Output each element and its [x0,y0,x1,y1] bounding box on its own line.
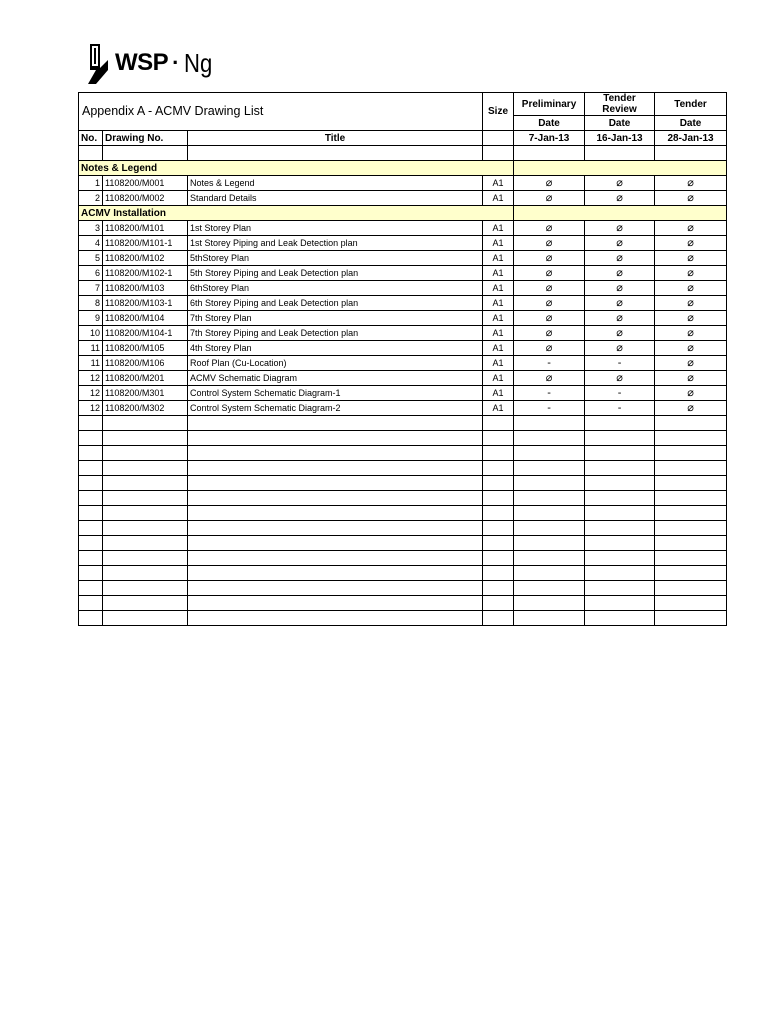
empty-cell [188,566,483,581]
empty-cell [514,476,585,491]
drawing-title: Standard Details [188,191,483,206]
date-label-tender-review: Date [585,116,655,131]
wsp-logo-icon [86,40,112,86]
empty-row [79,491,727,506]
table-row [79,221,727,236]
section-name: Notes & Legend [79,161,514,176]
status-preliminary: ⌀ [514,296,585,311]
status-preliminary: ⌀ [514,221,585,236]
status-tender: ⌀ [655,266,727,281]
row-number: 8 [79,296,103,311]
empty-cell [188,446,483,461]
empty-cell [188,476,483,491]
stage-preliminary-header: Preliminary [514,93,585,116]
status-preliminary: ⌀ [514,176,585,191]
empty-cell [655,521,727,536]
drawing-title: 5thStorey Plan [188,251,483,266]
row-number: 5 [79,251,103,266]
status-preliminary: ⌀ [514,341,585,356]
company-logo [86,38,217,88]
row-number: 3 [79,221,103,236]
empty-cell [188,536,483,551]
status-tender: ⌀ [655,341,727,356]
section-row [79,161,727,176]
empty-cell [514,551,585,566]
empty-cell [655,446,727,461]
empty-cell [188,581,483,596]
col-drawing-header: Drawing No. [103,131,188,146]
stage-tender-header: Tender [655,93,727,116]
empty-cell [79,506,103,521]
empty-cell [483,461,514,476]
drawing-size: A1 [483,296,514,311]
row-number: 12 [79,401,103,416]
status-tender-review: ⌀ [585,176,655,191]
drawing-size: A1 [483,326,514,341]
drawing-title: Notes & Legend [188,176,483,191]
empty-row [79,431,727,446]
status-tender: ⌀ [655,236,727,251]
empty-cell [103,446,188,461]
size-header: Size [483,93,514,131]
status-tender-review: ⌀ [585,191,655,206]
drawing-title: 6thStorey Plan [188,281,483,296]
empty-cell [655,551,727,566]
section-name: ACMV Installation [79,206,514,221]
empty-cell [103,431,188,446]
empty-cell [514,521,585,536]
drawing-title: 1st Storey Piping and Leak Detection plan [188,236,483,251]
status-tender: ⌀ [655,386,727,401]
empty-row [79,596,727,611]
empty-cell [188,461,483,476]
drawing-size: A1 [483,386,514,401]
empty-cell [514,491,585,506]
sheet-title: Appendix A - ACMV Drawing List [79,93,483,131]
empty-cell [103,551,188,566]
status-preliminary: ⌀ [514,236,585,251]
empty-cell [79,431,103,446]
empty-cell [483,581,514,596]
status-tender: ⌀ [655,176,727,191]
logo-wordmark: WSP [115,49,169,76]
empty-cell [103,611,188,626]
drawing-title: 1st Storey Plan [188,221,483,236]
empty-cell [655,416,727,431]
empty-cell [585,491,655,506]
drawing-size: A1 [483,221,514,236]
table-row [79,266,727,281]
drawing-number: 1108200/M105 [103,341,188,356]
status-tender-review: ⌀ [585,281,655,296]
empty-cell [79,446,103,461]
empty-cell [79,596,103,611]
col-no-header: No. [79,131,103,146]
empty-cell [585,461,655,476]
empty-cell [79,521,103,536]
empty-cell [483,521,514,536]
status-tender: ⌀ [655,251,727,266]
empty-cell [483,416,514,431]
header-row-columns [79,131,727,146]
status-preliminary: - [514,401,585,416]
empty-cell [514,596,585,611]
empty-cell [483,611,514,626]
empty-cell [103,461,188,476]
row-number: 9 [79,311,103,326]
drawing-number: 1108200/M102 [103,251,188,266]
empty-row [79,416,727,431]
empty-cell [188,551,483,566]
table-row [79,401,727,416]
table-row [79,176,727,191]
date-label-preliminary: Date [514,116,585,131]
empty-cell [103,506,188,521]
status-tender-review: - [585,401,655,416]
empty-cell [188,431,483,446]
status-preliminary: - [514,386,585,401]
empty-cell [514,431,585,446]
empty-cell [514,446,585,461]
empty-row [79,551,727,566]
drawing-number: 1108200/M104 [103,311,188,326]
empty-cell [514,416,585,431]
table-row [79,341,727,356]
stage-tender-review-header: Tender Review [585,93,655,116]
empty-cell [103,416,188,431]
empty-cell [188,491,483,506]
empty-row [79,521,727,536]
empty-cell [655,581,727,596]
empty-cell [585,431,655,446]
status-tender: ⌀ [655,326,727,341]
empty-cell [103,536,188,551]
empty-cell [514,506,585,521]
empty-cell [79,611,103,626]
empty-cell [483,431,514,446]
empty-cell [585,416,655,431]
table-row [79,326,727,341]
status-tender-review: ⌀ [585,341,655,356]
table-row [79,236,727,251]
row-number: 12 [79,386,103,401]
status-tender: ⌀ [655,401,727,416]
section-row [79,206,727,221]
empty-row [79,566,727,581]
empty-cell [103,596,188,611]
date-label-tender: Date [655,116,727,131]
empty-cell [103,581,188,596]
empty-cell [655,461,727,476]
drawing-size: A1 [483,191,514,206]
empty-cell [79,416,103,431]
empty-cell [103,491,188,506]
empty-cell [585,506,655,521]
empty-cell [483,536,514,551]
empty-cell [79,581,103,596]
drawing-size: A1 [483,251,514,266]
drawing-number: 1108200/M103-1 [103,296,188,311]
drawing-size: A1 [483,266,514,281]
drawing-number: 1108200/M106 [103,356,188,371]
empty-cell [655,491,727,506]
drawing-title: 7th Storey Plan [188,311,483,326]
empty-row [79,461,727,476]
empty-cell [585,476,655,491]
table-row [79,281,727,296]
status-tender: ⌀ [655,371,727,386]
date-tender-review: 16-Jan-13 [585,131,655,146]
empty-cell [514,461,585,476]
drawing-size: A1 [483,311,514,326]
drawing-number: 1108200/M101 [103,221,188,236]
status-preliminary: ⌀ [514,326,585,341]
drawing-number: 1108200/M001 [103,176,188,191]
drawing-size: A1 [483,281,514,296]
drawing-size: A1 [483,401,514,416]
drawing-size: A1 [483,356,514,371]
drawing-size: A1 [483,176,514,191]
row-number: 6 [79,266,103,281]
empty-row [79,446,727,461]
blank-row [79,146,727,161]
empty-cell [585,551,655,566]
status-tender-review: ⌀ [585,326,655,341]
drawing-title: Roof Plan (Cu-Location) [188,356,483,371]
status-tender-review: ⌀ [585,221,655,236]
drawing-title: 7th Storey Piping and Leak Detection plan [188,326,483,341]
empty-cell [585,581,655,596]
section-fill [514,161,727,176]
status-tender-review: - [585,356,655,371]
row-number: 2 [79,191,103,206]
empty-cell [585,566,655,581]
status-tender: ⌀ [655,356,727,371]
row-number: 10 [79,326,103,341]
empty-cell [655,476,727,491]
status-tender-review: ⌀ [585,251,655,266]
row-number: 4 [79,236,103,251]
row-number: 1 [79,176,103,191]
drawing-title: 4th Storey Plan [188,341,483,356]
col-title-header: Title [188,131,483,146]
empty-cell [655,536,727,551]
empty-cell [79,536,103,551]
empty-cell [514,611,585,626]
col-size-header-blank [483,131,514,146]
empty-cell [103,566,188,581]
drawing-size: A1 [483,371,514,386]
row-number: 11 [79,341,103,356]
drawing-title: ACMV Schematic Diagram [188,371,483,386]
empty-cell [483,476,514,491]
empty-cell [79,461,103,476]
drawing-number: 1108200/M101-1 [103,236,188,251]
empty-cell [103,521,188,536]
row-number: 7 [79,281,103,296]
date-tender: 28-Jan-13 [655,131,727,146]
empty-cell [585,446,655,461]
empty-cell [188,416,483,431]
empty-cell [188,596,483,611]
empty-cell [79,476,103,491]
empty-cell [585,611,655,626]
status-preliminary: ⌀ [514,191,585,206]
empty-cell [483,551,514,566]
empty-cell [655,611,727,626]
status-preliminary: ⌀ [514,281,585,296]
drawing-number: 1108200/M302 [103,401,188,416]
drawing-size: A1 [483,236,514,251]
table-row [79,251,727,266]
status-tender: ⌀ [655,311,727,326]
empty-cell [585,521,655,536]
drawing-title: 6th Storey Piping and Leak Detection plan [188,296,483,311]
date-preliminary: 7-Jan-13 [514,131,585,146]
drawing-list-table [78,92,727,626]
empty-cell [483,596,514,611]
empty-cell [514,566,585,581]
status-tender-review: ⌀ [585,266,655,281]
empty-row [79,476,727,491]
status-preliminary: ⌀ [514,371,585,386]
drawing-size: A1 [483,341,514,356]
status-tender: ⌀ [655,221,727,236]
drawing-number: 1108200/M102-1 [103,266,188,281]
empty-cell [655,431,727,446]
empty-row [79,611,727,626]
empty-row [79,536,727,551]
empty-cell [188,611,483,626]
status-tender-review: ⌀ [585,296,655,311]
empty-cell [585,536,655,551]
empty-cell [188,521,483,536]
empty-cell [483,506,514,521]
empty-cell [585,596,655,611]
drawing-number: 1108200/M301 [103,386,188,401]
status-tender-review: ⌀ [585,311,655,326]
empty-cell [655,506,727,521]
header-row-stages [79,93,727,116]
empty-cell [79,551,103,566]
status-preliminary: ⌀ [514,266,585,281]
empty-row [79,581,727,596]
drawing-number: 1108200/M002 [103,191,188,206]
drawing-title: Control System Schematic Diagram-1 [188,386,483,401]
status-preliminary: ⌀ [514,251,585,266]
status-tender-review: ⌀ [585,371,655,386]
status-tender: ⌀ [655,296,727,311]
empty-cell [188,506,483,521]
empty-cell [514,581,585,596]
empty-cell [483,446,514,461]
empty-cell [514,536,585,551]
drawing-title: 5th Storey Piping and Leak Detection plan [188,266,483,281]
logo-suffix: Ng [183,47,212,78]
empty-cell [655,596,727,611]
status-tender-review: ⌀ [585,236,655,251]
empty-cell [483,491,514,506]
table-row [79,296,727,311]
drawing-title: Control System Schematic Diagram-2 [188,401,483,416]
table-row [79,356,727,371]
empty-cell [79,491,103,506]
empty-cell [483,566,514,581]
table-row [79,371,727,386]
empty-cell [103,476,188,491]
drawing-number: 1108200/M104-1 [103,326,188,341]
status-preliminary: ⌀ [514,311,585,326]
status-tender: ⌀ [655,191,727,206]
status-tender: ⌀ [655,281,727,296]
row-number: 12 [79,371,103,386]
logo-dot: · [172,50,180,75]
drawing-number: 1108200/M201 [103,371,188,386]
status-tender-review: - [585,386,655,401]
drawing-number: 1108200/M103 [103,281,188,296]
empty-cell [79,566,103,581]
table-row [79,386,727,401]
table-row [79,311,727,326]
section-fill [514,206,727,221]
status-preliminary: - [514,356,585,371]
empty-row [79,506,727,521]
table-row [79,191,727,206]
row-number: 11 [79,356,103,371]
empty-cell [655,566,727,581]
